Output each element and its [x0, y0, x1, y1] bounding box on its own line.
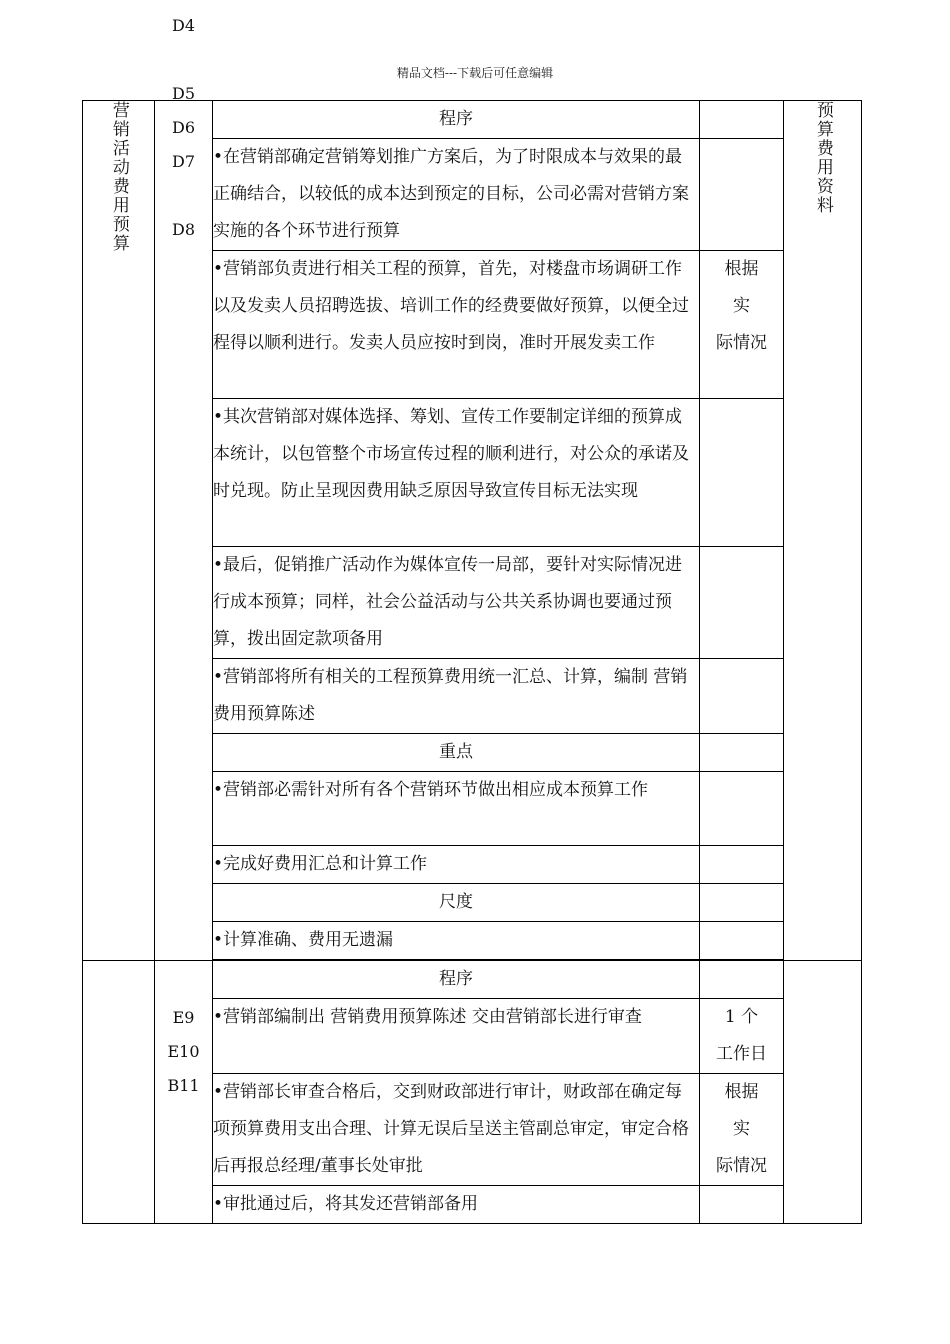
- note-cell: [700, 846, 784, 884]
- section2-heading-procedure: 程序: [213, 961, 700, 999]
- key-point: •营销部必需针对所有各个营销环节做出相应成本预算工作: [213, 772, 700, 846]
- note-cell: [700, 101, 784, 139]
- scale-item: •计算准确、费用无遗漏: [213, 922, 700, 960]
- note-line: 实: [733, 1119, 750, 1139]
- section1-category-label: 营销活动费用预算: [108, 101, 129, 253]
- note-line: 际情况: [716, 333, 767, 353]
- procedure-step: •在营销部确定营销筹划推广方案后，为了时限成本与效果的最正确结合，以较低的成本达到预定的目标，公司必需对营销方案实施的各个环节进行预算: [213, 139, 700, 251]
- code-d3: [172, 0, 195, 9]
- note-cell: [700, 922, 784, 960]
- procedure-step: •审批通过后，将其发还营销部备用: [213, 1186, 700, 1224]
- code-d6: D6: [171, 118, 195, 137]
- section1-heading-procedure: 程序: [213, 101, 700, 139]
- note-cell: [700, 1186, 784, 1224]
- section2-output-cell: [784, 961, 862, 1224]
- section1-output-cell: [784, 101, 862, 961]
- section1-heading-key: 重点: [213, 734, 700, 772]
- code-d4: D4: [171, 16, 195, 35]
- code-b11: B11: [167, 1076, 200, 1095]
- note-line: 1 个: [724, 1007, 759, 1027]
- code-e9: E9: [172, 1008, 195, 1027]
- note-cell: [700, 884, 784, 922]
- section2-category-cell: [83, 961, 155, 1224]
- procedure-step: •最后，促销推广活动作为媒体宣传一局部，要针对实际情况进行成本预算；同样，社会公益活动与公共关系协调也要通过预算，拨出固定款项备用: [213, 547, 700, 659]
- section1-category-cell: [83, 101, 155, 961]
- procedure-step: •营销部负责进行相关工程的预算，首先，对楼盘市场调研工作以及发卖人员招聘选拔、培训工作的经费要做好预算，以便全过程得以顺利进行。发卖人员应按时到岗，准时开展发卖工作: [213, 251, 700, 399]
- page-header: 精品文档---下载后可任意编辑: [396, 66, 554, 80]
- section2-code-cell: [155, 961, 213, 1224]
- note-cell: [700, 547, 784, 659]
- note-line: 根据: [724, 259, 759, 279]
- procedure-step: •营销部长审查合格后，交到财政部进行审计，财政部在确定每项预算费用支出合理、计算无误后呈送主管副总审定，审定合格后再报总经理/董事长处审批: [213, 1074, 700, 1186]
- note-cell: [700, 1074, 784, 1186]
- note-line: 际情况: [716, 1156, 767, 1176]
- note-cell: [700, 734, 784, 772]
- code-e10: E10: [167, 1042, 200, 1061]
- code-d7: D7: [171, 152, 195, 171]
- section1-heading-scale: 尺度: [213, 884, 700, 922]
- note-line: 根据: [724, 1082, 759, 1102]
- procedure-step: •其次营销部对媒体选择、筹划、宣传工作要制定详细的预算成本统计，以包管整个市场宣传过程的顺利进行，对公众的承诺及时兑现。防止呈现因费用缺乏原因导致宣传目标无法实现: [213, 399, 700, 547]
- code-d8: D8: [171, 220, 195, 239]
- code-d5: D5: [171, 84, 195, 103]
- procedure-step: •营销部将所有相关的工程预算费用统一汇总、计算，编制 营销费用预算陈述: [213, 659, 700, 734]
- note-cell: [700, 961, 784, 999]
- note-cell: [700, 772, 784, 846]
- note-line: 工作日: [716, 1044, 767, 1064]
- note-cell: [700, 999, 784, 1074]
- key-point: •完成好费用汇总和计算工作: [213, 846, 700, 884]
- note-cell: [700, 251, 784, 399]
- note-cell: [700, 659, 784, 734]
- section1-code-cell: [155, 16, 213, 961]
- note-cell: [700, 139, 784, 251]
- note-line: 实: [733, 296, 750, 316]
- note-cell: [700, 399, 784, 547]
- procedure-step: •营销部编制出 营销费用预算陈述 交由营销部长进行审查: [213, 999, 700, 1074]
- section1-output-label: 预算费用资料: [812, 101, 833, 215]
